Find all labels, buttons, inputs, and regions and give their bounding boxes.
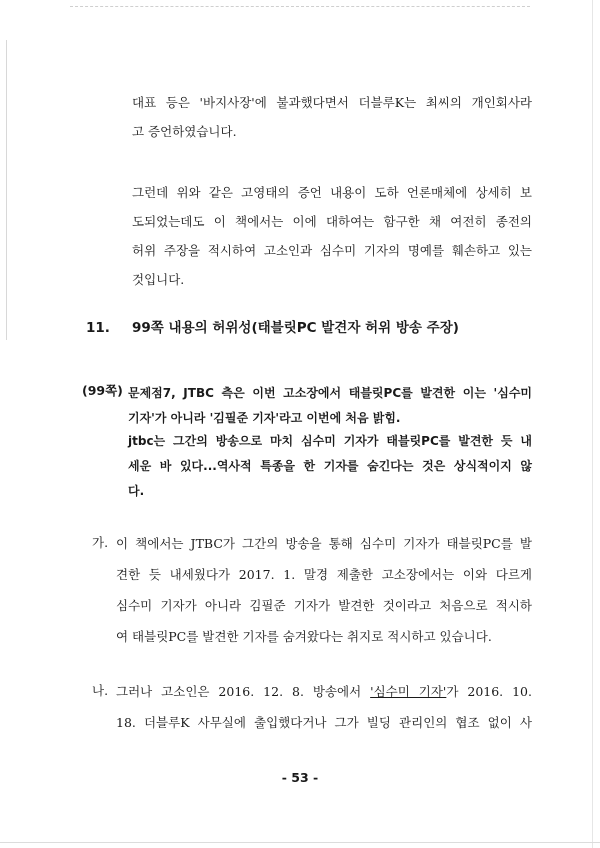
page-number: - 53 - [281,770,319,785]
excerpt-page-label: (99쪽) [82,383,123,398]
paragraph-1 [132,88,532,146]
item-ga-marker: 가. [92,535,109,550]
item-na-line-1-end: 가 2016. 10. [446,684,532,699]
paragraph-2-line: 것입니다. [132,272,185,287]
excerpt-line: jtbc는 그간의 방송으로 마치 심수미 기자가 태블릿PC를 발견한 듯 내 [128,434,532,448]
paragraph-2 [132,178,532,294]
paragraph-2-line: 도되었는데도 이 책에서는 이에 대하여는 함구한 채 여전히 종전의 [132,214,532,229]
scan-edge-bottom [0,842,600,843]
item-na-text [116,676,532,738]
excerpt-line: 세운 바 있다...역사적 특종을 한 기자를 숨긴다는 것은 상식적이지 않 [128,459,532,473]
section-heading [86,316,546,336]
item-ga-line: 여 태블릿PC를 발견한 기자를 숨겨왔다는 취지로 적시하고 있습니다. [116,629,492,644]
excerpt-line: 다. [128,484,145,498]
underlined-reporter-name: '심수미 기자' [370,684,447,699]
scan-edge-right [592,0,593,848]
scan-edge-left [6,40,7,340]
section-number: 11. [86,320,110,336]
item-na-line-1-start: 그러나 고소인은 2016. 12. 8. 방송에서 [116,684,371,699]
item-ga-line: 심수미 기자가 아니라 김필준 기자가 발견한 것이라고 처음으로 적시하 [116,598,532,613]
item-ga-text [116,528,532,652]
item-ga-line: 이 책에서는 JTBC가 그간의 방송을 통해 심수미 기자가 태블릿PC를 발 [116,536,532,551]
item-na-line-2: 18. 더블루K 사무실에 출입했다거나 그가 빌딩 관리인의 협조 없이 사 [116,715,532,730]
item-na-line-1 [116,676,532,707]
item-na-marker: 나. [92,683,109,698]
paragraph-2-line: 허위 주장을 적시하여 고소인과 심수미 기자의 명예를 훼손하고 있는 [132,243,532,258]
excerpt-block-1 [128,381,532,431]
excerpt-block-2 [128,429,532,504]
section-title: 99쪽 내용의 허위성(태블릿PC 발견자 허위 방송 주장) [132,320,459,336]
paragraph-2-line: 그런데 위와 같은 고영태의 증언 내용이 도하 언론매체에 상세히 보 [132,185,532,200]
excerpt-line: 문제점7, JTBC 측은 이번 고소장에서 태블릿PC를 발견한 이는 '심수미 [128,386,532,400]
excerpt-line: 기자'가 아니라 '김필준 기자'라고 이번에 처음 밝힘. [128,411,401,425]
item-ga-line: 견한 듯 내세웠다가 2017. 1. 말경 제출한 고소장에서는 이와 다르게 [116,567,532,582]
paragraph-1-line: 대표 등은 '바지사장'에 불과했다면서 더블루K는 최씨의 개인회사라 [132,95,532,110]
scan-edge-top [70,6,530,7]
paragraph-1-line: 고 증언하였습니다. [132,124,237,139]
